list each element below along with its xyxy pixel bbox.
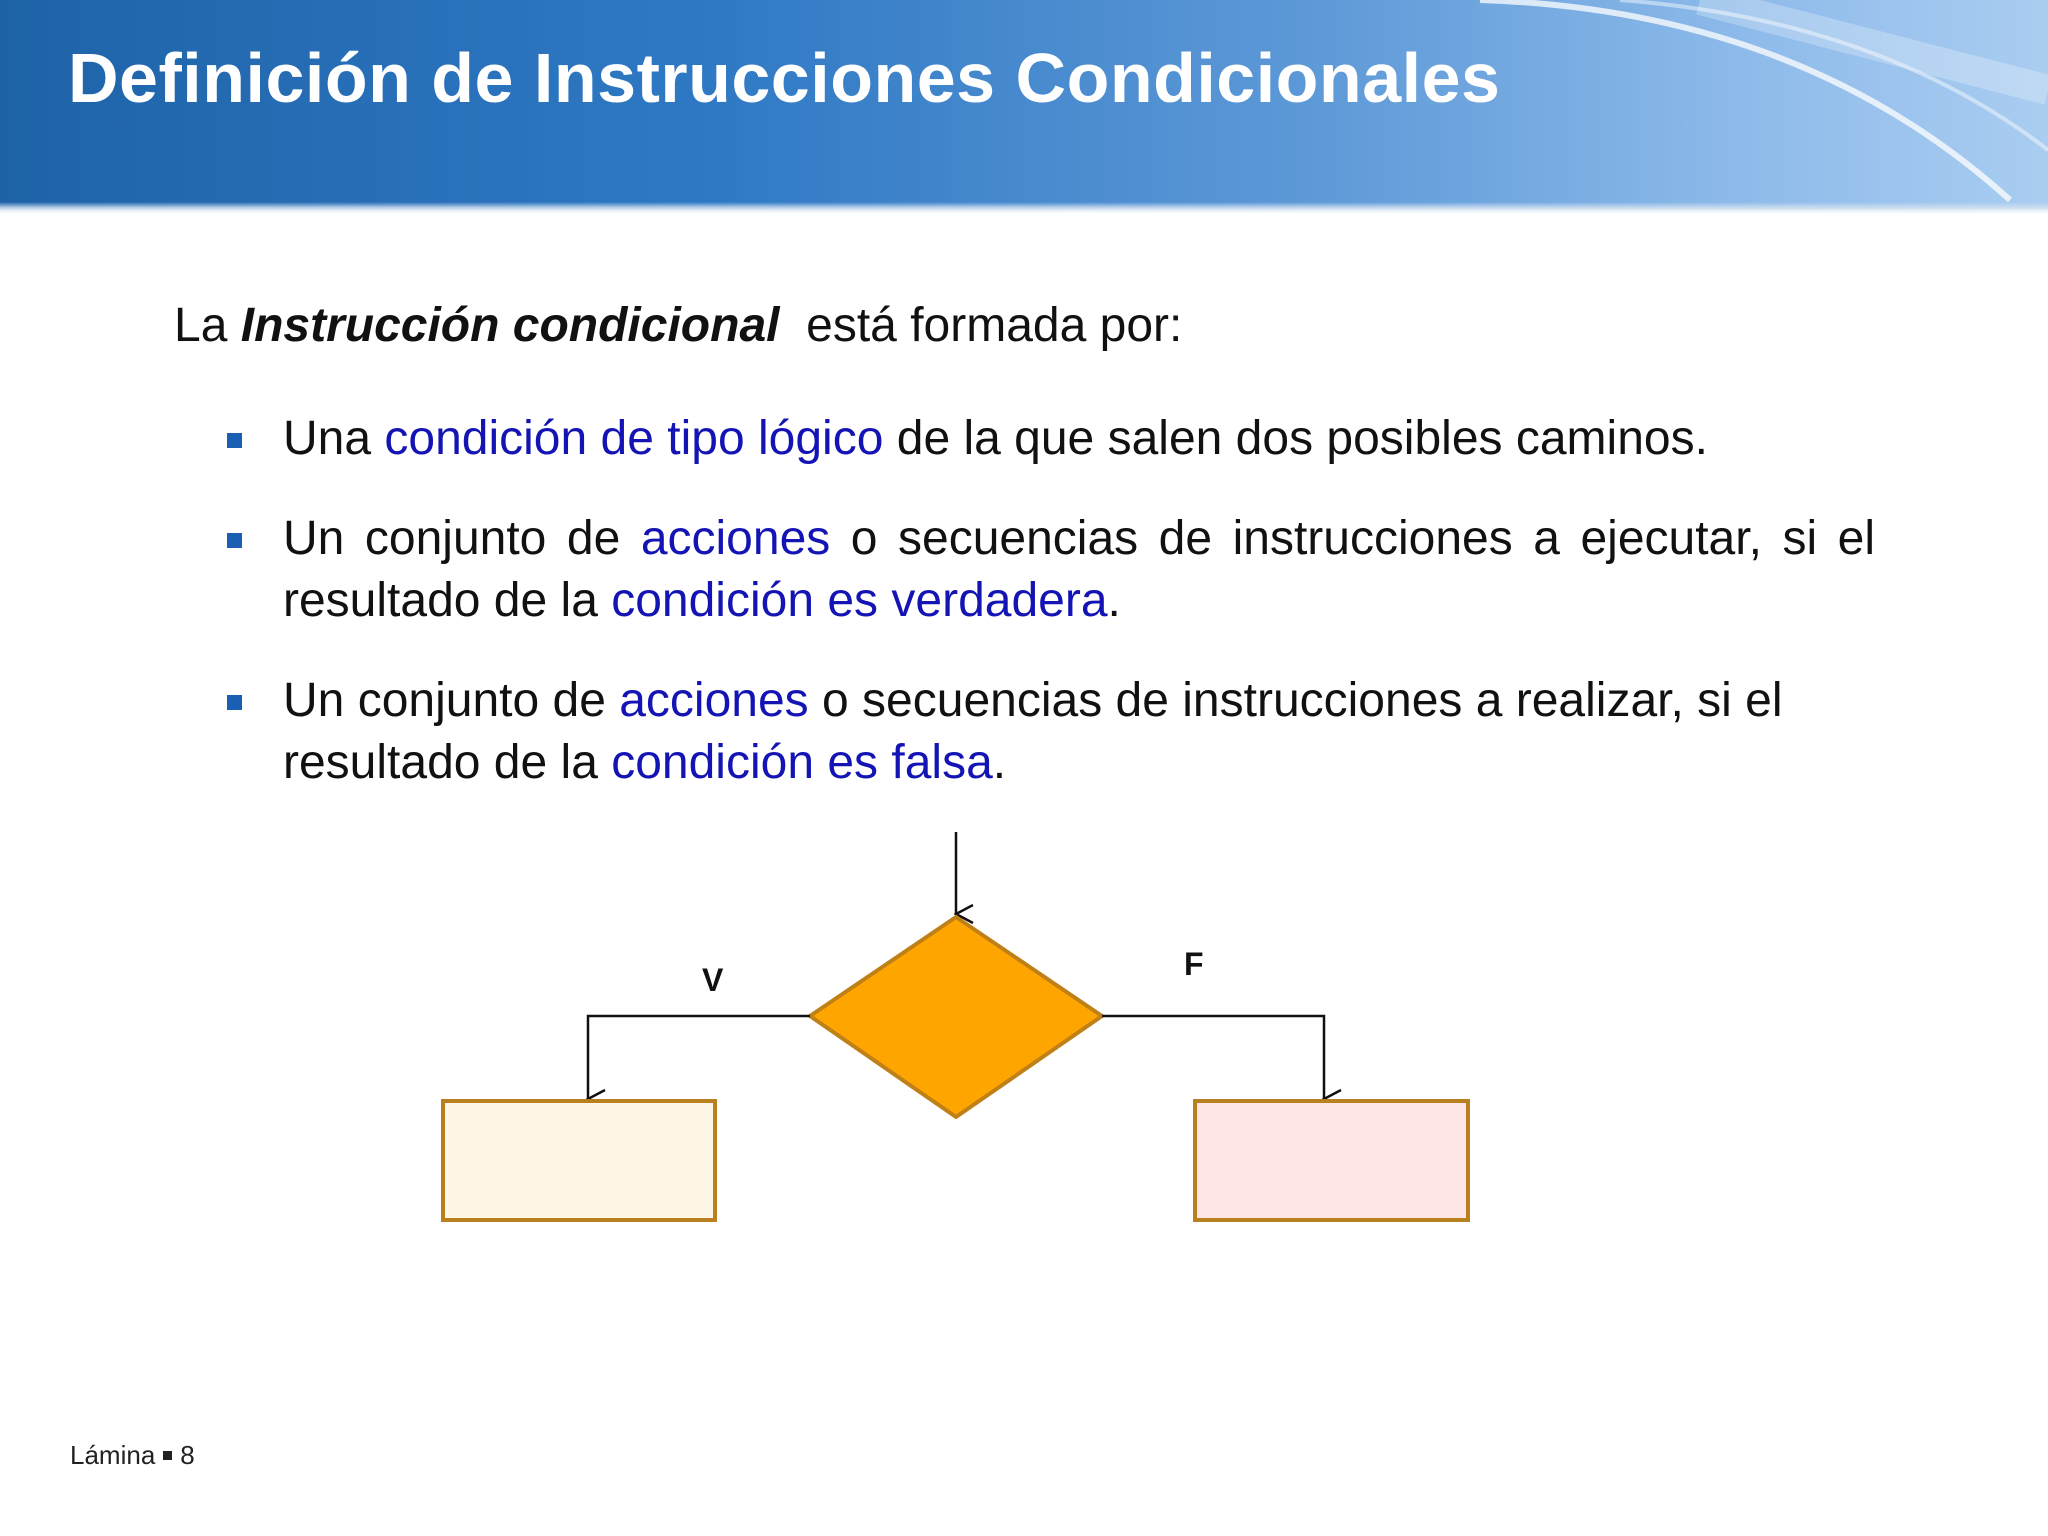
slide-footer (70, 1440, 195, 1471)
false-branch-label: F (1184, 946, 1204, 982)
bullet-item (222, 508, 1875, 632)
bullet-text-part: Un conjunto de (283, 674, 620, 727)
false-action-box (1195, 1101, 1468, 1220)
true-branch-label: V (702, 962, 724, 998)
decision-diamond (810, 917, 1102, 1117)
bullet-text-part: . (992, 736, 1007, 789)
intro-sentence (174, 298, 1182, 353)
bullet-text (283, 508, 1875, 632)
bullet-text (283, 670, 1822, 794)
footer-separator-icon (163, 1451, 172, 1460)
bullet-text-part: . (1107, 574, 1121, 627)
bullet-text-part: de la que salen dos posibles caminos. (883, 412, 1708, 465)
footer-label: Lámina (70, 1440, 156, 1470)
intro-emphasis: Instrucción condicional (240, 299, 780, 352)
bullet-highlight: condición de tipo lógico (384, 412, 884, 465)
bullet-highlight: condición es falsa (611, 736, 993, 789)
header-divider (0, 202, 2048, 214)
bullet-text-part: o secuencias de instrucciones a realizar, si el resultado de la (283, 674, 1783, 789)
intro-suffix: está formada por: (806, 299, 1183, 352)
true-branch-arrow (588, 1016, 810, 1099)
intro-prefix: La (174, 299, 228, 352)
bullet-text-part: Un conjunto de (283, 512, 641, 565)
slide-header (0, 0, 2048, 210)
bullet-item (222, 670, 1822, 794)
true-action-box (443, 1101, 715, 1220)
slide-title: Definición de Instrucciones Condicionales (68, 39, 1501, 117)
bullet-highlight: condición es verdadera (611, 574, 1108, 627)
bullet-highlight: acciones (619, 674, 809, 727)
bullet-item (222, 408, 1822, 470)
false-branch-arrow (1102, 1016, 1324, 1099)
bullet-text (283, 408, 1822, 470)
bullet-list (222, 408, 1875, 832)
bullet-square-icon (227, 695, 242, 710)
bullet-square-icon (227, 533, 242, 548)
bullet-square-icon (227, 433, 242, 448)
page-number: 8 (180, 1440, 195, 1470)
bullet-text-part: Una (283, 412, 385, 465)
bullet-highlight: acciones (640, 512, 831, 565)
bullet-text-part: o secuencias de instrucciones a ejecutar, si el resultado de la (283, 512, 1875, 627)
